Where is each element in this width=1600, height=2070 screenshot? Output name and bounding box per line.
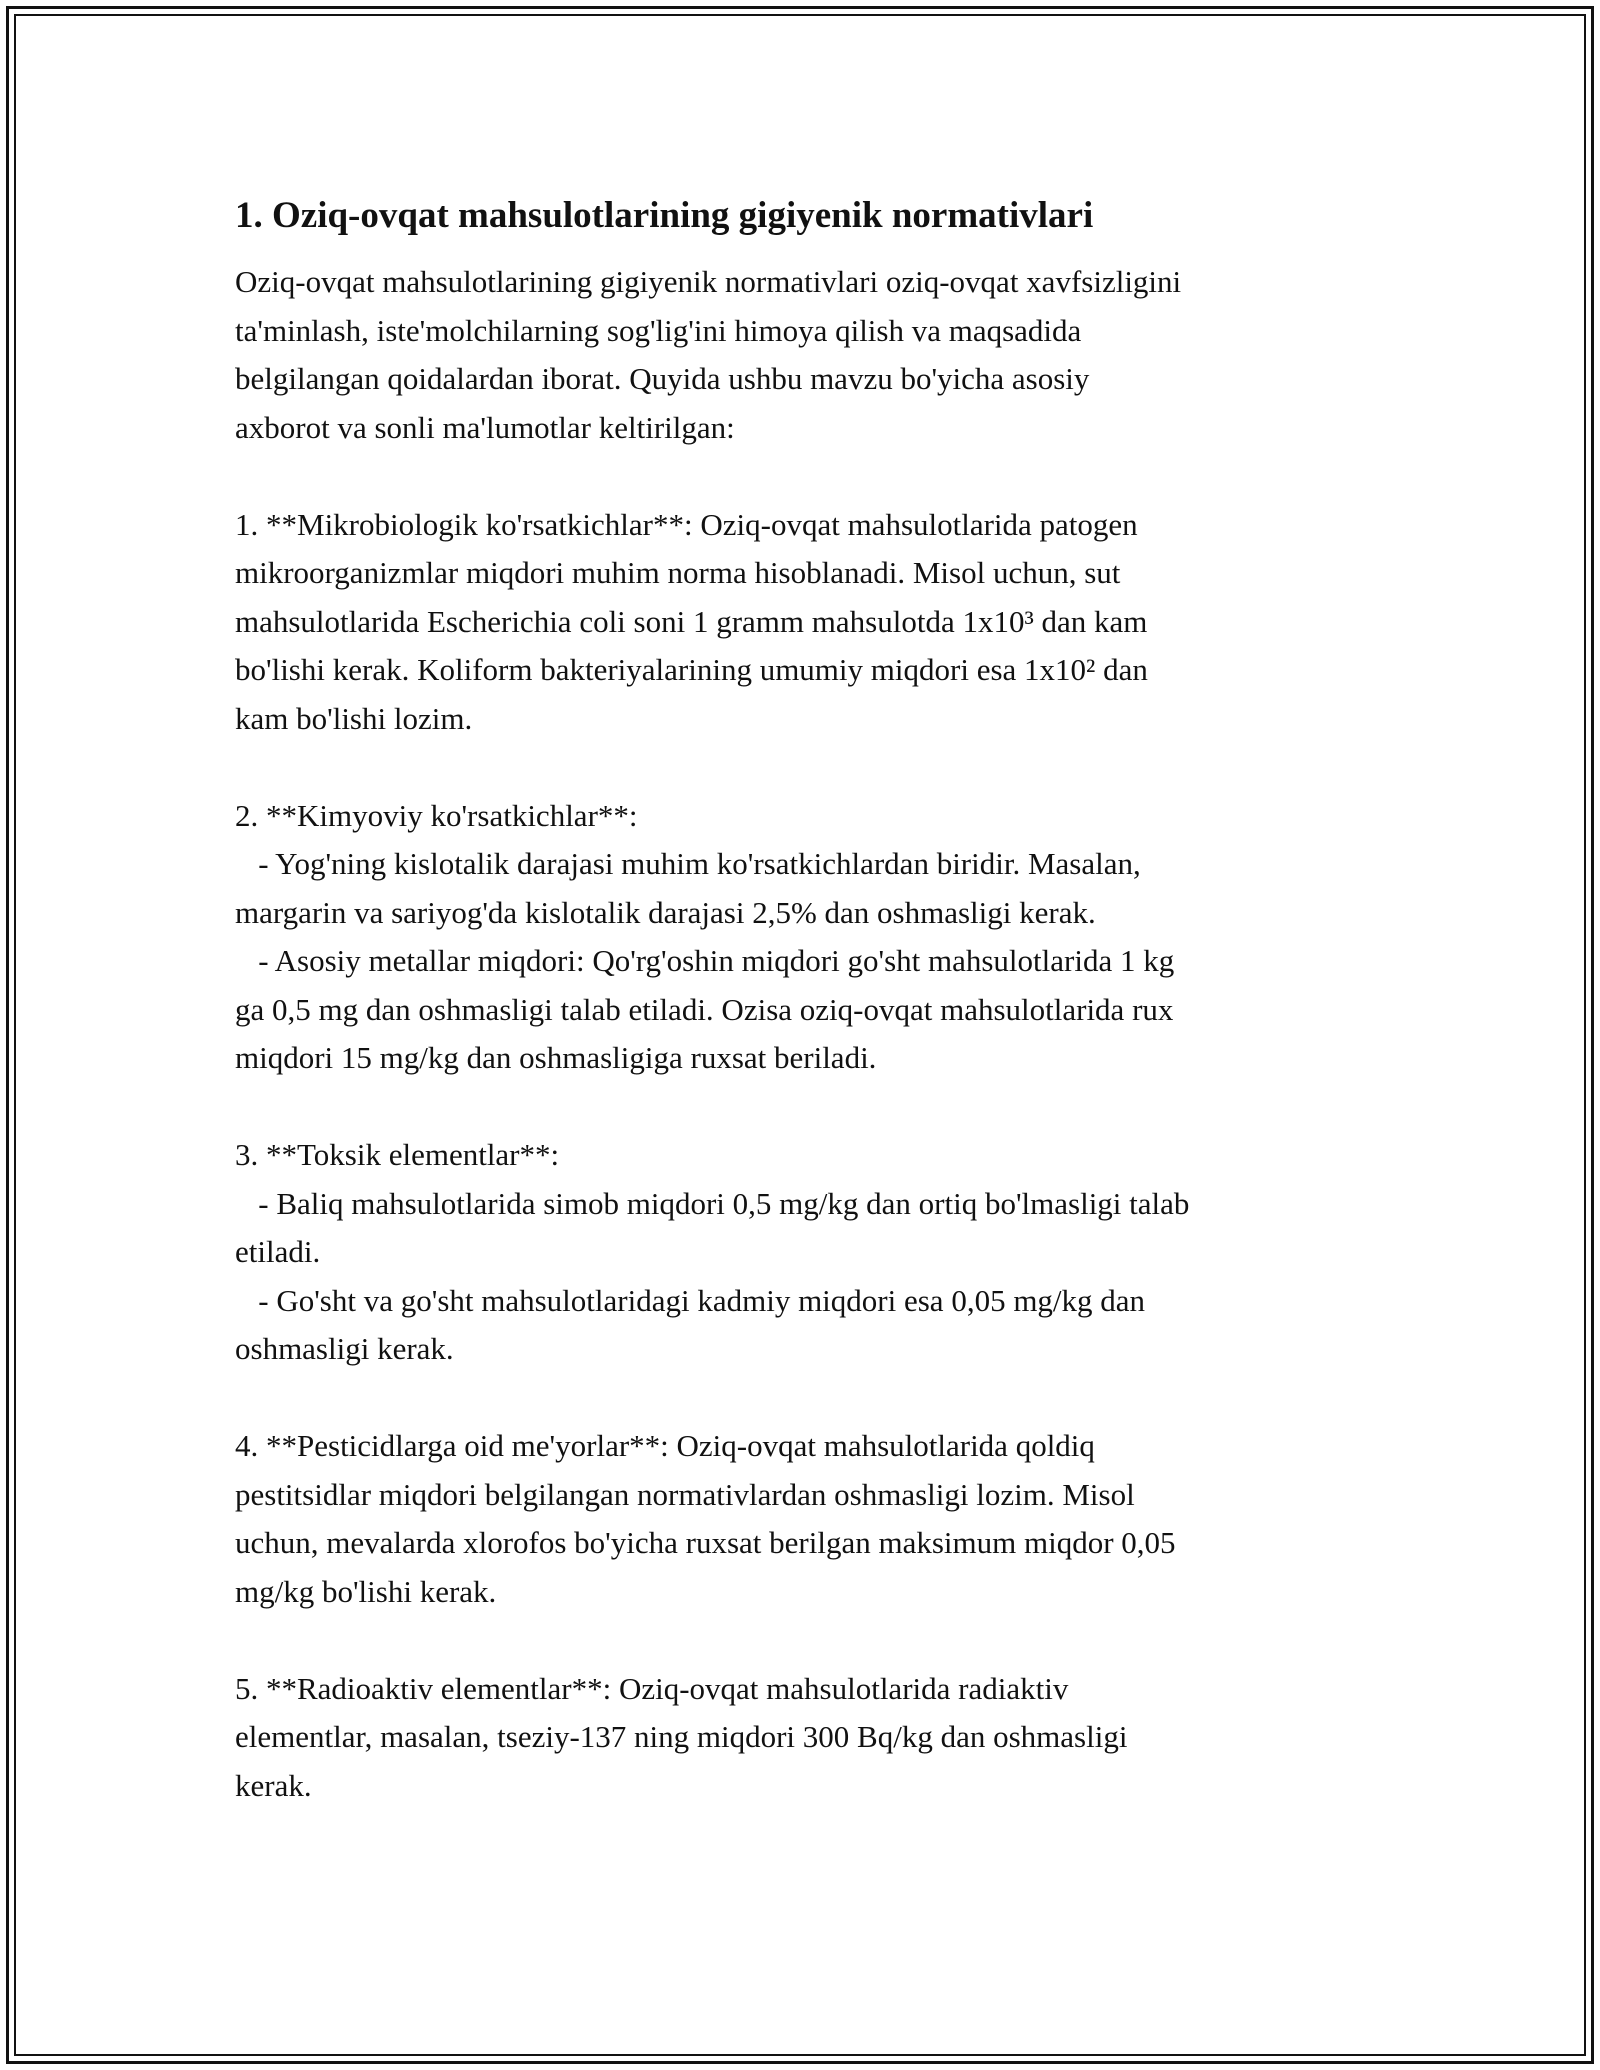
document-title: 1. Oziq-ovqat mahsulotlarining gigiyenik normativlari [235,195,1094,236]
paragraph-gap [235,452,1375,501]
section-chemical: 2. **Kimyoviy ko'rsatkichlar**: - Yog'ning kislotalik darajasi muhim ko'rsatkichlardan biridir. Masalan, margarin va sariyog'da kislotalik darajasi 2,5% dan oshmasligi kerak. - Asosiy metallar miqdori: Qo'rg'oshin miqdori go'sht mahsulotlarida 1 kg ga 0,5 mg dan oshmasligi talab etiladi. Ozisa oziq-ovqat mahsulotlarida rux miqdori 15 mg/kg dan oshmasligiga ruxsat beriladi. [235,797,1175,1075]
section-toxic-elements: 3. **Toksik elementlar**: - Baliq mahsulotlarida simob miqdori 0,5 mg/kg dan ortiq bo'lmasligi talab etiladi. - Go'sht va go'sht mahsulotlaridagi kadmiy miqdori esa 0,05 mg/kg dan oshmasligi kerak. [235,1137,1190,1366]
paragraph-gap [235,1616,1375,1665]
paragraph-gap [235,1374,1375,1423]
section-radioactive: 5. **Radioaktiv elementlar**: Oziq-ovqat mahsulotlarida radiaktiv elementlar, masalan, tseziy-137 ning miqdori 300 Bq/kg dan oshmasligi kerak. [235,1670,1128,1803]
document-body [235,188,1375,1810]
section-pesticides: 4. **Pesticidlarga oid me'yorlar**: Oziq-ovqat mahsulotlarida qoldiq pestitsidlar miqdori belgilangan normativlardan oshmasligi lozim. Misol uchun, mevalarda xlorofos bo'yicha ruxsat berilgan maksimum miqdor 0,05 mg/kg bo'lishi kerak. [235,1428,1176,1609]
paragraph-gap [235,1083,1375,1132]
intro-paragraph: Oziq-ovqat mahsulotlarining gigiyenik normativlari oziq-ovqat xavfsizligini ta'minlash, iste'molchilarning sog'lig'ini himoya qilish va maqsadida belgilangan qoidalardan iborat. Quyida ushbu mavzu bo'yicha asosiy axborot va sonli ma'lumotlar keltirilgan: [235,264,1182,445]
paragraph-gap [235,743,1375,792]
section-microbiological: 1. **Mikrobiologik ko'rsatkichlar**: Oziq-ovqat mahsulotlarida patogen mikroorganizmlar miqdori muhim norma hisoblanadi. Misol uchun, sut mahsulotlarida Escherichia coli soni 1 gramm mahsulotda 1x10³ dan kam bo'lishi kerak. Koliform bakteriyalarining umumiy miqdori esa 1x10² dan kam bo'lishi lozim. [235,506,1148,736]
